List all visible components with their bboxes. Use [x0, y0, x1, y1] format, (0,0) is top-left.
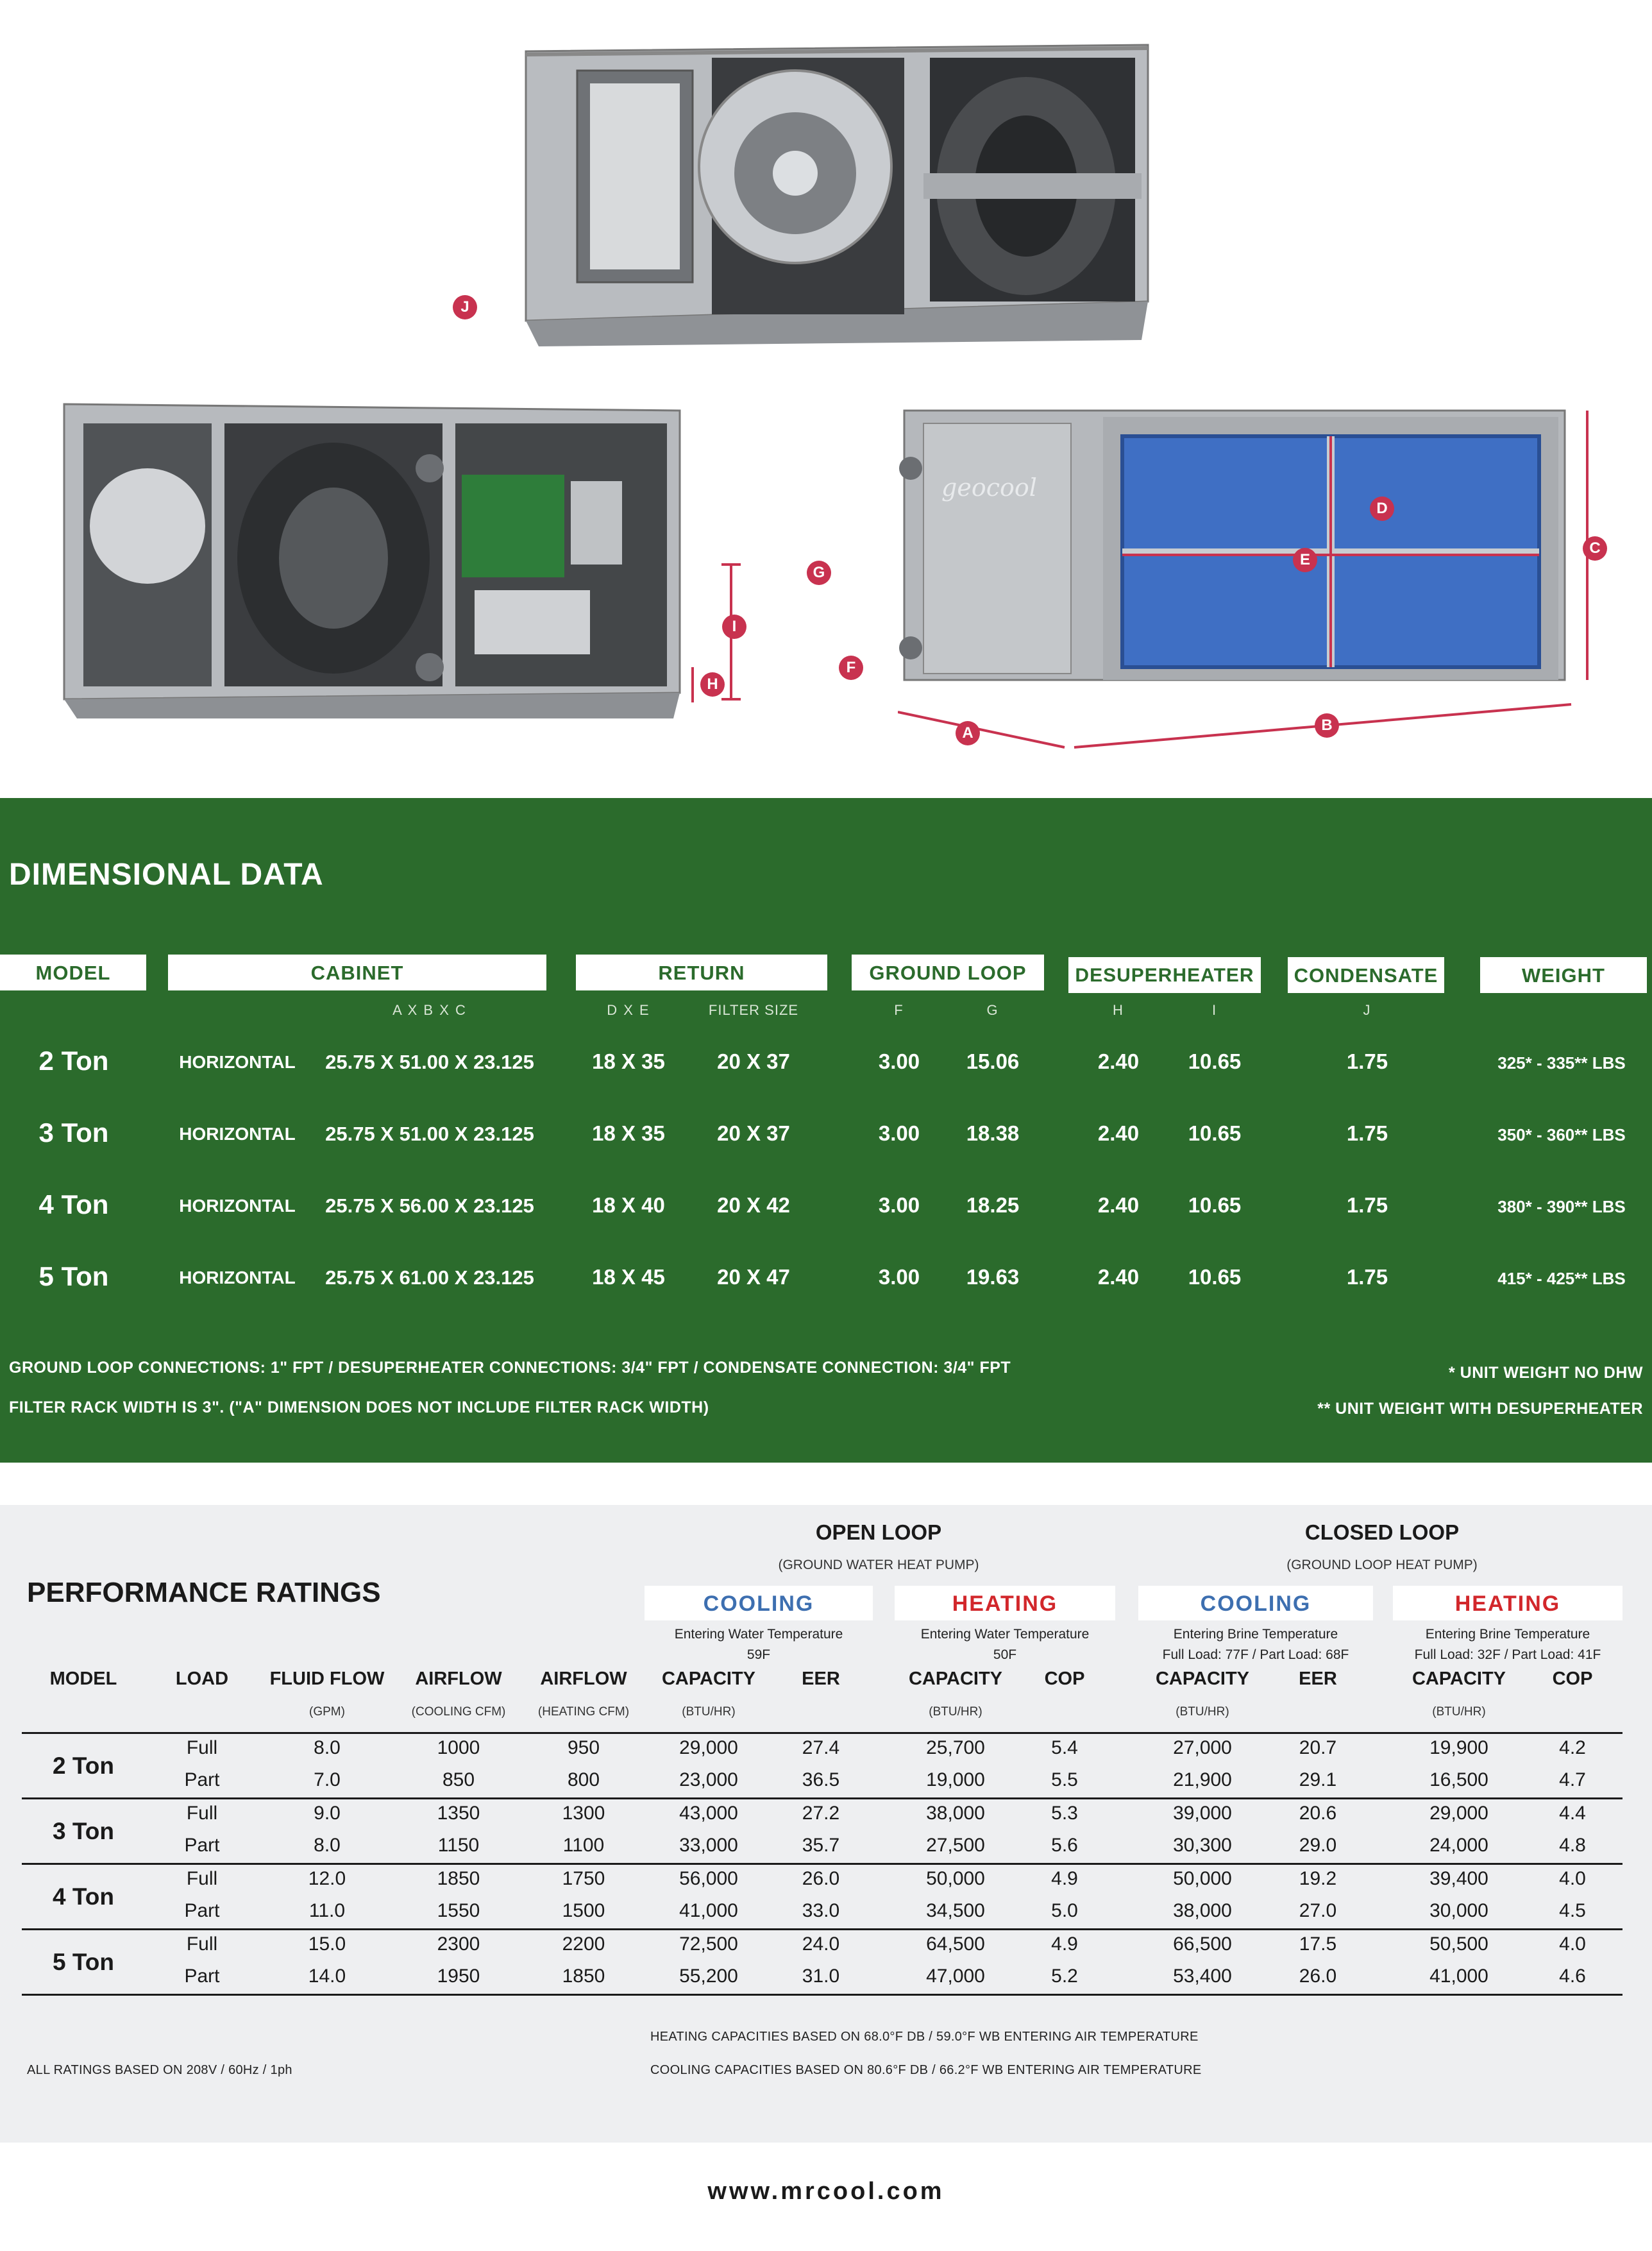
ratings-basis-note: ALL RATINGS BASED ON 208V / 60Hz / 1ph	[27, 2063, 292, 2077]
sub-g: G	[986, 1002, 999, 1018]
dim-f: 3.00	[878, 1049, 920, 1073]
perf-cell-ch-cap: 16,500	[1429, 1769, 1488, 1790]
dim-dxe: 18 X 45	[592, 1265, 665, 1289]
perf-cell-ch-cap: 39,400	[1429, 1868, 1488, 1889]
open-cooling-label: COOLING	[645, 1586, 873, 1620]
dim-j: 1.75	[1346, 1121, 1388, 1145]
dim-label-f: F	[839, 656, 863, 680]
open-cooling-cond-line2: 59F	[746, 1647, 771, 1662]
dimensional-title: DIMENSIONAL DATA	[9, 858, 324, 892]
perf-cell-ch-cop: 4.2	[1559, 1737, 1586, 1758]
dim-h: 2.40	[1097, 1121, 1140, 1145]
closed-heating-condition	[1393, 1624, 1622, 1665]
perf-cell-cc-eer: 19.2	[1299, 1868, 1337, 1889]
perf-cell-cfm-c: 1000	[437, 1737, 480, 1758]
col-ch-cop: COP	[1552, 1669, 1593, 1689]
perf-cell-oh-cap: 50,000	[926, 1868, 985, 1889]
perf-cell-cc-eer: 27.0	[1299, 1900, 1337, 1921]
perf-cell-ch-cap: 24,000	[1429, 1835, 1488, 1856]
perf-cell-oc-eer: 36.5	[802, 1769, 840, 1790]
dim-h: 2.40	[1097, 1193, 1140, 1217]
dimensional-data-panel	[0, 798, 1652, 1463]
perf-cell-oc-cap: 33,000	[679, 1835, 738, 1856]
dim-g: 15.06	[966, 1049, 1020, 1073]
header-condensate: CONDENSATE	[1288, 957, 1444, 993]
dim-j: 1.75	[1346, 1193, 1388, 1217]
perf-cell-oh-cop: 5.3	[1051, 1803, 1078, 1824]
dim-j: 1.75	[1346, 1265, 1388, 1289]
perf-cell-load: Part	[184, 1769, 220, 1790]
table-rule	[22, 1797, 1622, 1799]
closed-cooling-cond-line1: Entering Brine Temperature	[1173, 1627, 1338, 1642]
dim-label-i: I	[722, 615, 746, 639]
col-fluid-flow: FLUID FLOW	[269, 1669, 385, 1689]
dim-dxe: 18 X 40	[592, 1193, 665, 1217]
col-airflow-cool-unit: (COOLING CFM)	[411, 1705, 506, 1719]
dim-model: 5 Ton	[38, 1261, 109, 1291]
table-rule	[22, 1994, 1622, 1996]
dim-type: HORIZONTAL	[179, 1124, 296, 1144]
perf-cell-load: Full	[186, 1868, 218, 1889]
dim-h: 2.40	[1097, 1049, 1140, 1073]
col-oc-capacity-unit: (BTU/HR)	[682, 1705, 736, 1719]
heating-basis-note: HEATING CAPACITIES BASED ON 68.0°F DB / 59.0°F WB ENTERING AIR TEMPERATURE	[650, 2030, 1199, 2044]
dim-i: 10.65	[1188, 1265, 1242, 1289]
closed-loop-title: CLOSED LOOP	[1304, 1520, 1460, 1544]
perf-model: 4 Ton	[53, 1883, 114, 1910]
closed-heating-cond-line2: Full Load: 32F / Part Load: 41F	[1414, 1647, 1601, 1662]
header-desuperheater: DESUPERHEATER	[1068, 957, 1261, 993]
website-url[interactable]: www.mrcool.com	[707, 2178, 945, 2205]
open-cooling-condition	[645, 1624, 873, 1665]
perf-cell-oh-cop: 4.9	[1051, 1933, 1078, 1955]
dim-weight: 380* - 390** LBS	[1497, 1197, 1626, 1216]
dim-lines-left	[686, 558, 744, 712]
perf-cell-oh-cap: 19,000	[926, 1769, 985, 1790]
dim-cabinet: 25.75 X 56.00 X 23.125	[325, 1194, 534, 1217]
performance-ratings-panel	[0, 1505, 1652, 2143]
perf-cell-cfm-c: 1950	[437, 1966, 480, 1987]
perf-cell-cfm-h: 950	[567, 1737, 600, 1758]
perf-cell-ch-cop: 4.7	[1559, 1769, 1586, 1790]
perf-cell-cfm-h: 2200	[562, 1933, 605, 1955]
perf-cell-cc-cap: 38,000	[1173, 1900, 1232, 1921]
closed-heating-cond-line1: Entering Brine Temperature	[1425, 1627, 1590, 1642]
perf-cell-oh-cap: 38,000	[926, 1803, 985, 1824]
perf-cell-ch-cop: 4.0	[1559, 1933, 1586, 1955]
header-ground-loop: GROUND LOOP	[852, 955, 1044, 990]
sub-h: H	[1113, 1002, 1124, 1018]
col-oc-eer: EER	[802, 1669, 840, 1689]
perf-cell-load: Part	[184, 1900, 220, 1921]
dim-model: 3 Ton	[38, 1117, 109, 1148]
perf-cell-cc-eer: 17.5	[1299, 1933, 1337, 1955]
open-cooling-cond-line1: Entering Water Temperature	[674, 1627, 843, 1642]
col-ch-capacity: CAPACITY	[1412, 1669, 1506, 1689]
product-images	[0, 0, 1652, 795]
dim-weight: 350* - 360** LBS	[1497, 1125, 1626, 1144]
perf-cell-oc-eer: 24.0	[802, 1933, 840, 1955]
perf-cell-cfm-h: 800	[567, 1769, 600, 1790]
perf-cell-cfm-h: 1100	[562, 1835, 605, 1856]
unit-right-image	[898, 398, 1616, 757]
perf-cell-oh-cop: 5.2	[1051, 1966, 1078, 1987]
col-airflow-cool: AIRFLOW	[415, 1669, 502, 1689]
perf-cell-gpm: 15.0	[308, 1933, 346, 1955]
perf-cell-load: Part	[184, 1835, 220, 1856]
dim-i: 10.65	[1188, 1193, 1242, 1217]
col-cc-eer: EER	[1299, 1669, 1337, 1689]
perf-cell-oc-eer: 33.0	[802, 1900, 840, 1921]
dim-filter: 20 X 42	[717, 1193, 790, 1217]
dim-i: 10.65	[1188, 1121, 1242, 1145]
perf-cell-cfm-h: 1500	[562, 1900, 605, 1921]
open-loop-subtitle: (GROUND WATER HEAT PUMP)	[778, 1558, 979, 1572]
perf-cell-oh-cap: 34,500	[926, 1900, 985, 1921]
perf-cell-cc-cap: 66,500	[1173, 1933, 1232, 1955]
unit-left-image	[58, 398, 699, 731]
dim-filter: 20 X 37	[717, 1049, 790, 1073]
dim-h: 2.40	[1097, 1265, 1140, 1289]
col-oc-capacity: CAPACITY	[661, 1669, 756, 1689]
weight-with-dhw-note: ** UNIT WEIGHT WITH DESUPERHEATER	[1317, 1400, 1643, 1418]
open-loop-title: OPEN LOOP	[815, 1520, 942, 1544]
header-cabinet: CABINET	[168, 955, 546, 990]
dim-label-e: E	[1293, 548, 1317, 572]
perf-cell-cfm-h: 1750	[562, 1868, 605, 1889]
dim-cabinet: 25.75 X 51.00 X 23.125	[325, 1123, 534, 1145]
perf-cell-ch-cop: 4.5	[1559, 1900, 1586, 1921]
dim-label-h: H	[700, 672, 725, 697]
perf-cell-cfm-c: 1550	[437, 1900, 480, 1921]
perf-cell-gpm: 7.0	[314, 1769, 341, 1790]
geocool-logo: geocool	[941, 473, 1037, 502]
col-ch-capacity-unit: (BTU/HR)	[1432, 1705, 1486, 1719]
perf-cell-oh-cop: 5.6	[1051, 1835, 1078, 1856]
open-heating-cond-line2: 50F	[993, 1647, 1017, 1662]
perf-cell-cc-eer: 29.0	[1299, 1835, 1337, 1856]
perf-cell-oc-cap: 29,000	[679, 1737, 738, 1758]
dim-filter: 20 X 37	[717, 1121, 790, 1145]
dim-label-d: D	[1370, 497, 1394, 521]
perf-cell-oh-cap: 64,500	[926, 1933, 985, 1955]
perf-cell-cfm-c: 1350	[437, 1803, 480, 1824]
col-load: LOAD	[175, 1669, 229, 1689]
perf-cell-oh-cop: 4.9	[1051, 1868, 1078, 1889]
perf-cell-cfm-c: 850	[442, 1769, 475, 1790]
open-heating-cond-line1: Entering Water Temperature	[920, 1627, 1090, 1642]
dim-filter: 20 X 47	[717, 1265, 790, 1289]
perf-cell-cc-cap: 21,900	[1173, 1769, 1232, 1790]
perf-cell-oc-cap: 55,200	[679, 1966, 738, 1987]
perf-cell-ch-cap: 41,000	[1429, 1966, 1488, 1987]
perf-cell-load: Full	[186, 1803, 218, 1824]
perf-cell-oc-eer: 27.2	[802, 1803, 840, 1824]
perf-cell-oh-cop: 5.5	[1051, 1769, 1078, 1790]
table-rule	[22, 1928, 1622, 1930]
perf-cell-oc-cap: 23,000	[679, 1769, 738, 1790]
perf-cell-oc-eer: 26.0	[802, 1868, 840, 1889]
filter-rack-note: FILTER RACK WIDTH IS 3". ("A" DIMENSION DOES NOT INCLUDE FILTER RACK WIDTH)	[9, 1398, 709, 1416]
perf-cell-ch-cap: 29,000	[1429, 1803, 1488, 1824]
perf-cell-oh-cop: 5.0	[1051, 1900, 1078, 1921]
perf-cell-cc-cap: 39,000	[1173, 1803, 1232, 1824]
closed-heating-label: HEATING	[1393, 1586, 1622, 1620]
perf-cell-ch-cop: 4.6	[1559, 1966, 1586, 1987]
dim-type: HORIZONTAL	[179, 1196, 296, 1216]
perf-cell-gpm: 8.0	[314, 1835, 341, 1856]
dim-f: 3.00	[878, 1265, 920, 1289]
dim-j: 1.75	[1346, 1049, 1388, 1073]
dim-g: 19.63	[966, 1265, 1020, 1289]
open-heating-label: HEATING	[895, 1586, 1115, 1620]
perf-cell-cc-eer: 29.1	[1299, 1769, 1337, 1790]
dim-model: 4 Ton	[38, 1189, 109, 1219]
dim-i: 10.65	[1188, 1049, 1242, 1073]
perf-cell-oc-cap: 56,000	[679, 1868, 738, 1889]
dim-cabinet: 25.75 X 51.00 X 23.125	[325, 1051, 534, 1073]
perf-cell-ch-cap: 19,900	[1429, 1737, 1488, 1758]
perf-cell-oc-cap: 43,000	[679, 1803, 738, 1824]
perf-cell-cfm-c: 1850	[437, 1868, 480, 1889]
col-airflow-heat: AIRFLOW	[540, 1669, 627, 1689]
dim-type: HORIZONTAL	[179, 1052, 296, 1072]
perf-cell-ch-cop: 4.8	[1559, 1835, 1586, 1856]
perf-cell-ch-cop: 4.4	[1559, 1803, 1586, 1824]
perf-cell-cc-cap: 50,000	[1173, 1868, 1232, 1889]
col-cc-capacity: CAPACITY	[1155, 1669, 1250, 1689]
dim-label-j: J	[453, 295, 477, 319]
perf-cell-load: Part	[184, 1966, 220, 1987]
dim-label-a: A	[956, 721, 980, 745]
perf-cell-oc-eer: 31.0	[802, 1966, 840, 1987]
dim-cabinet: 25.75 X 61.00 X 23.125	[325, 1266, 534, 1289]
header-weight: WEIGHT	[1480, 957, 1647, 993]
sub-i: I	[1211, 1002, 1218, 1018]
sub-j: J	[1363, 1002, 1372, 1018]
dim-f: 3.00	[878, 1121, 920, 1145]
dim-weight: 415* - 425** LBS	[1497, 1269, 1626, 1288]
sub-f: F	[894, 1002, 904, 1018]
unit-top-image	[500, 38, 1180, 353]
header-model: MODEL	[0, 955, 146, 990]
col-cc-capacity-unit: (BTU/HR)	[1176, 1705, 1229, 1719]
perf-cell-ch-cap: 30,000	[1429, 1900, 1488, 1921]
perf-cell-cc-eer: 20.6	[1299, 1803, 1337, 1824]
perf-cell-oh-cap: 47,000	[926, 1966, 985, 1987]
perf-cell-cc-cap: 53,400	[1173, 1966, 1232, 1987]
col-fluid-flow-unit: (GPM)	[309, 1705, 345, 1719]
col-airflow-heat-unit: (HEATING CFM)	[537, 1705, 630, 1719]
table-rule	[22, 1732, 1622, 1734]
perf-cell-cc-eer: 26.0	[1299, 1966, 1337, 1987]
perf-cell-load: Full	[186, 1933, 218, 1955]
table-rule	[22, 1863, 1622, 1865]
connections-note: GROUND LOOP CONNECTIONS: 1" FPT / DESUPERHEATER CONNECTIONS: 3/4" FPT / CONDENSATE CONNECTION: 3/4" FPT	[9, 1359, 1011, 1377]
perf-cell-oc-eer: 27.4	[802, 1737, 840, 1758]
col-model: MODEL	[49, 1669, 117, 1689]
dim-f: 3.00	[878, 1193, 920, 1217]
perf-model: 3 Ton	[53, 1818, 114, 1844]
perf-cell-gpm: 11.0	[308, 1900, 346, 1921]
sub-axbxc: A X B X C	[392, 1002, 467, 1018]
sub-filter-size: FILTER SIZE	[708, 1002, 799, 1018]
col-oh-capacity: CAPACITY	[908, 1669, 1003, 1689]
perf-cell-gpm: 12.0	[308, 1868, 346, 1889]
dim-dxe: 18 X 35	[592, 1049, 665, 1073]
closed-loop-subtitle: (GROUND LOOP HEAT PUMP)	[1286, 1558, 1478, 1572]
dim-g: 18.38	[966, 1121, 1020, 1145]
closed-cooling-cond-line2: Full Load: 77F / Part Load: 68F	[1162, 1647, 1349, 1662]
cooling-basis-note: COOLING CAPACITIES BASED ON 80.6°F DB / 66.2°F WB ENTERING AIR TEMPERATURE	[650, 2063, 1202, 2077]
col-oh-cop: COP	[1044, 1669, 1085, 1689]
dim-weight: 325* - 335** LBS	[1497, 1053, 1626, 1073]
perf-cell-cfm-c: 1150	[437, 1835, 480, 1856]
dim-model: 2 Ton	[38, 1046, 109, 1076]
col-oh-capacity-unit: (BTU/HR)	[929, 1705, 982, 1719]
dim-dxe: 18 X 35	[592, 1121, 665, 1145]
perf-model: 2 Ton	[53, 1753, 114, 1779]
perf-cell-oh-cap: 25,700	[926, 1737, 985, 1758]
perf-cell-cfm-h: 1850	[562, 1966, 605, 1987]
perf-cell-cfm-c: 2300	[437, 1933, 480, 1955]
header-return: RETURN	[576, 955, 827, 990]
perf-cell-oh-cap: 27,500	[926, 1835, 985, 1856]
perf-cell-oc-eer: 35.7	[802, 1835, 840, 1856]
performance-title: PERFORMANCE RATINGS	[27, 1577, 381, 1608]
open-heating-condition	[895, 1624, 1115, 1665]
perf-cell-cc-cap: 27,000	[1173, 1737, 1232, 1758]
perf-cell-gpm: 8.0	[314, 1737, 341, 1758]
perf-model: 5 Ton	[53, 1949, 114, 1975]
perf-cell-oc-cap: 41,000	[679, 1900, 738, 1921]
perf-cell-gpm: 9.0	[314, 1803, 341, 1824]
perf-cell-oh-cop: 5.4	[1051, 1737, 1078, 1758]
dim-type: HORIZONTAL	[179, 1268, 296, 1287]
dim-g: 18.25	[966, 1193, 1020, 1217]
closed-cooling-label: COOLING	[1138, 1586, 1373, 1620]
weight-no-dhw-note: * UNIT WEIGHT NO DHW	[1448, 1364, 1643, 1382]
perf-cell-oc-cap: 72,500	[679, 1933, 738, 1955]
perf-cell-gpm: 14.0	[308, 1966, 346, 1987]
closed-cooling-condition	[1138, 1624, 1373, 1665]
dim-label-g: G	[807, 561, 831, 585]
sub-dxe: D X E	[607, 1002, 650, 1018]
perf-cell-cc-eer: 20.7	[1299, 1737, 1337, 1758]
perf-cell-ch-cap: 50,500	[1429, 1933, 1488, 1955]
perf-cell-ch-cop: 4.0	[1559, 1868, 1586, 1889]
perf-cell-cfm-h: 1300	[562, 1803, 605, 1824]
dim-label-c: C	[1583, 536, 1607, 561]
perf-cell-load: Full	[186, 1737, 218, 1758]
perf-cell-cc-cap: 30,300	[1173, 1835, 1232, 1856]
dim-label-b: B	[1315, 713, 1339, 738]
